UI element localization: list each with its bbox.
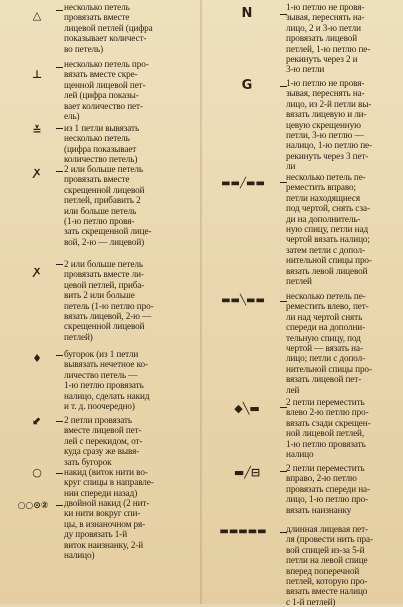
entry-text: 2 или больше петель провязать вместе скрещенной лицевой петлей, прибавить 2 или больше петель (1-ю петлю провя- зать скрещенной лице- вой, 2-ю — лицевой)	[64, 164, 152, 247]
entry-dash	[56, 10, 63, 11]
entry-text: длинная лицевая пет- ля (провести нить пра- вой спицей из-за 5-й петли на левой спице вперед поперечной петлей, которую про- вязать вместе налицо с 1-й петлей)	[286, 524, 373, 607]
double-circle-symbol-icon: ○○⊙②	[17, 501, 49, 511]
left-column	[0, 0, 202, 604]
entry-text: 2 петли переместить влево 2-ю петлю про- вязать сзади скрещен- ной лицевой петлей, 1-ю петлю провязать налицо	[286, 397, 371, 460]
entry-text: 2 петли провязать вместе лицевой пет- лей с перекидом, от- куда сразу же вывя- зать бугорок	[64, 415, 143, 467]
entry-dash	[56, 67, 63, 68]
entry-dash	[56, 171, 63, 172]
entry-text: 2 или больше петель провязать вместе ли- цевой петлей, приба- вить 2 или больше петель (1-ю петлю про- вязать лицевой, 2-ю — скрещенной лицевой петлей)	[64, 259, 154, 342]
twist-right-symbol-icon: ▬╱⊟	[233, 466, 261, 479]
entry-dash	[56, 473, 63, 474]
g-symbol-icon: G	[241, 78, 253, 93]
entry-text: двойной накид (2 нит- ки нити вокруг спи- цы, в изнаночном ря- ду провязать 1-й виток наизнанку, 2-й налицо)	[64, 498, 150, 561]
cross-symbol-icon: ꭗ	[34, 264, 40, 277]
entry-text: 1-ю петлю не провя- зывая, переснять на- лицо, 2 и 3-ю петли провязать лицевой петлей, 1-ю петлю пе- рекинуть через 2 и 3-ю петли	[286, 2, 371, 75]
long-stitch-symbol-icon: ▬▬▬▬▬	[219, 526, 267, 537]
circle-symbol-icon: ○	[32, 466, 42, 479]
cross-symbol-icon: ꭗ	[34, 165, 40, 178]
entry-text: несколько петель пе- реместить вправо; петли находящиеся под чертой, снять сза- ди на дополнитель- ную спицу, петли над чертой вязать налицо; затем петли с допол- нительной спицы про- вязать левой лицевой петлей	[286, 172, 372, 287]
entry-text: 2 петли переместить вправо, 2-ю петлю провязать спереди на- лицо, 1-ю петлю про- вязать наизнанку	[286, 463, 370, 515]
right-cross-symbol-icon: ▬▬╱▬▬	[221, 178, 265, 189]
entry-dash	[56, 264, 63, 265]
entry-dash	[56, 421, 63, 422]
entry-dash	[56, 128, 63, 129]
entry-text: 1-ю петлю не провя- зывая, переснять на- лицо, из 2-й петли вы- вязать лицевую и ли- цевую скрещенную петли, 3-ю петлю — налицо, 1-ю петлю пе- рекинуть через 3 пет- ли	[286, 78, 372, 172]
entry-text: несколько петель про- вязать вместе скре- щенной лицевой пет- лей (цифра показы- вает количество пет- ель)	[64, 59, 149, 122]
triangle-symbol-icon: △	[32, 9, 42, 22]
entry-text: несколько петель провязать вместе лицевой петлей (цифра показывает количест- во петель)	[64, 2, 153, 54]
entry-text: несколько петель пе- реместить влево, пет- ли над чертой снять спереди на дополни- тельную спицу, под чертой — вязать на- лицо; петли с допол- нительной спицы про- вязать лицевой пет- лей	[286, 291, 372, 395]
n-symbol-icon: N	[241, 6, 253, 21]
bar-symbol-icon: ⊥	[31, 68, 43, 81]
bobble-symbol-icon: ♦	[32, 352, 42, 365]
entry-text: бугорок (из 1 петли вывязать нечетное ко- личество петель — 1-ю петлю провязать налицо, сделать накид и т. д. поочередно)	[64, 349, 150, 412]
left-cross-symbol-icon: ▬▬╲▬▬	[221, 295, 265, 306]
right-column	[202, 0, 403, 607]
entry-dash	[56, 355, 63, 356]
twist-left-symbol-icon: ◆╲▬	[234, 402, 260, 415]
entry-dash	[56, 505, 63, 506]
entry-text: из 1 петли вывязать несколько петель (цифра показывает количество петель)	[64, 123, 140, 165]
entry-text: накид (виток нити во- круг спицы в направле- нии спереди назад)	[64, 467, 154, 498]
arrow-symbol-icon: ⬋	[32, 414, 42, 427]
fan-symbol-icon: ≚	[32, 124, 42, 137]
